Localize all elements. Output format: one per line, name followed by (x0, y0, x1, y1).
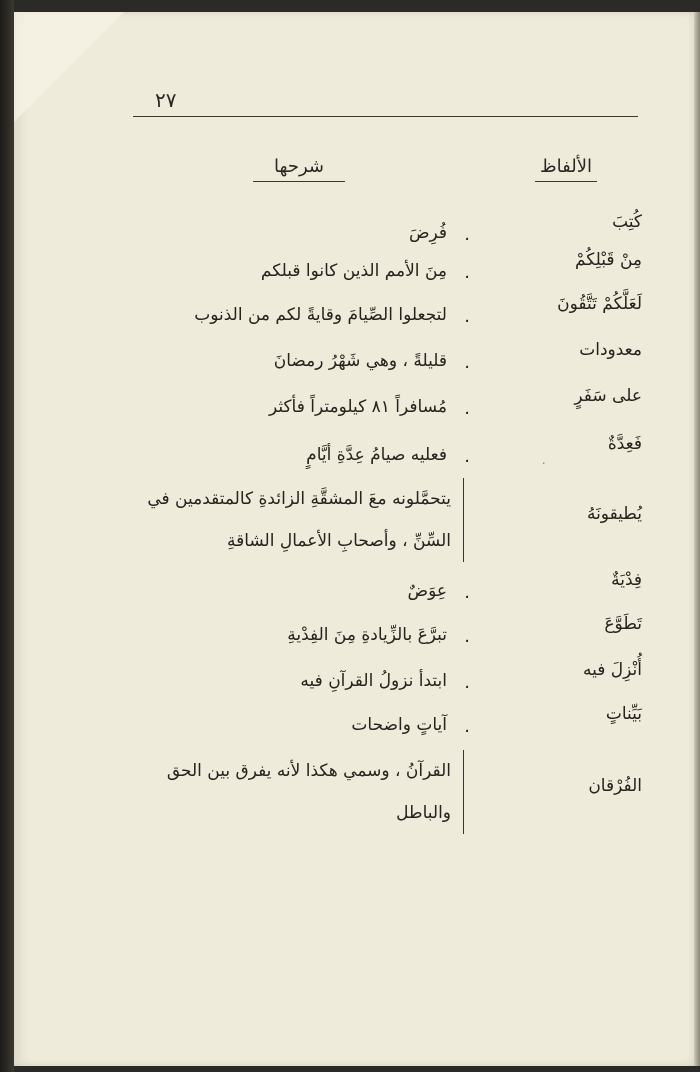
glossary-word: لَعَلَّكُمْ تَتَّقُونَ (557, 294, 642, 314)
glossary-explanation: فعليه صيامُ عِدَّةِ أيَّامٍ (306, 445, 447, 465)
glossary-row (122, 386, 642, 428)
glossary-word: مِنْ قَبْلِكُمْ (574, 250, 642, 270)
separator-dot: . (464, 582, 470, 603)
glossary-row (122, 570, 642, 612)
separator-dot: . (464, 446, 470, 467)
glossary-word: بَيِّناتٍ (605, 704, 642, 724)
separator-dot: . (464, 306, 470, 327)
page-edge (694, 12, 700, 1066)
glossary-explanation: فُرِضَ (408, 223, 447, 243)
stray-mark: . (542, 453, 546, 468)
separator-dot: . (464, 224, 470, 245)
glossary-word: تَطَوَّعَ (604, 614, 642, 634)
glossary-explanation: ابتدأ نزولُ القرآنِ فيه (300, 671, 447, 691)
glossary-row (122, 212, 642, 254)
glossary-word: فَعِدَّةٌ (607, 434, 642, 454)
glossary-word: فِدْيَةٌ (611, 570, 642, 590)
glossary-explanation: قليلةً ، وهي شَهْرُ رمضانَ (273, 351, 447, 371)
glossary-word: الفُرْقان (588, 776, 642, 796)
glossary-row (122, 294, 642, 336)
glossary-explanation: مُسافراً ٨١ كيلومتراً فأكثر (268, 397, 447, 417)
separator-dot: . (464, 716, 470, 737)
book-spine (0, 0, 14, 1072)
glossary-word: أُنْزِلَ فيه (583, 660, 642, 680)
glossary-explanation: يتحمَّلونه معَ المشقَّةِ الزائدةِ كالمتقدمين في السِّنِّ ، وأصحابِ الأعمالِ الشاقةِ (121, 478, 464, 562)
separator-dot: . (464, 262, 470, 283)
glossary-word: على سَفَرٍ (574, 386, 642, 406)
glossary-explanation: القرآنُ ، وسمي هكذا لأنه يفرق بين الحق والباطل (121, 750, 464, 834)
separator-dot: . (464, 352, 470, 373)
glossary-row (122, 660, 642, 702)
page-number: ٢٧ (155, 88, 177, 112)
glossary-explanation: عِوَضٌ (407, 581, 447, 601)
glossary-word: كُتِبَ (612, 212, 642, 232)
glossary-explanation: مِنَ الأمم الذين كانوا قبلكم (260, 261, 447, 281)
glossary-explanation: آياتٍ واضحات (351, 715, 447, 735)
glossary-word: معدودات (579, 340, 642, 360)
glossary-row (122, 614, 642, 656)
glossary-row (122, 750, 642, 846)
column-header-words: الألفاظ (535, 156, 597, 182)
glossary-row (122, 340, 642, 382)
glossary-row (122, 704, 642, 746)
glossary-row (122, 250, 642, 292)
glossary-row (122, 434, 642, 476)
separator-dot: . (464, 626, 470, 647)
separator-dot: . (464, 672, 470, 693)
separator-dot: . (464, 398, 470, 419)
glossary-explanation: لتجعلوا الصِّيامَ وقايةً لكم من الذنوب (194, 305, 447, 325)
glossary-word: يُطيقونَهُ (586, 504, 642, 524)
glossary-explanation: تبرَّعَ بالزِّيادةِ مِنَ الفِدْيةِ (287, 625, 447, 645)
header-rule (133, 116, 638, 117)
column-header-explanation: شرحها (253, 156, 345, 182)
page-fold (14, 12, 124, 122)
glossary-row (122, 478, 642, 574)
